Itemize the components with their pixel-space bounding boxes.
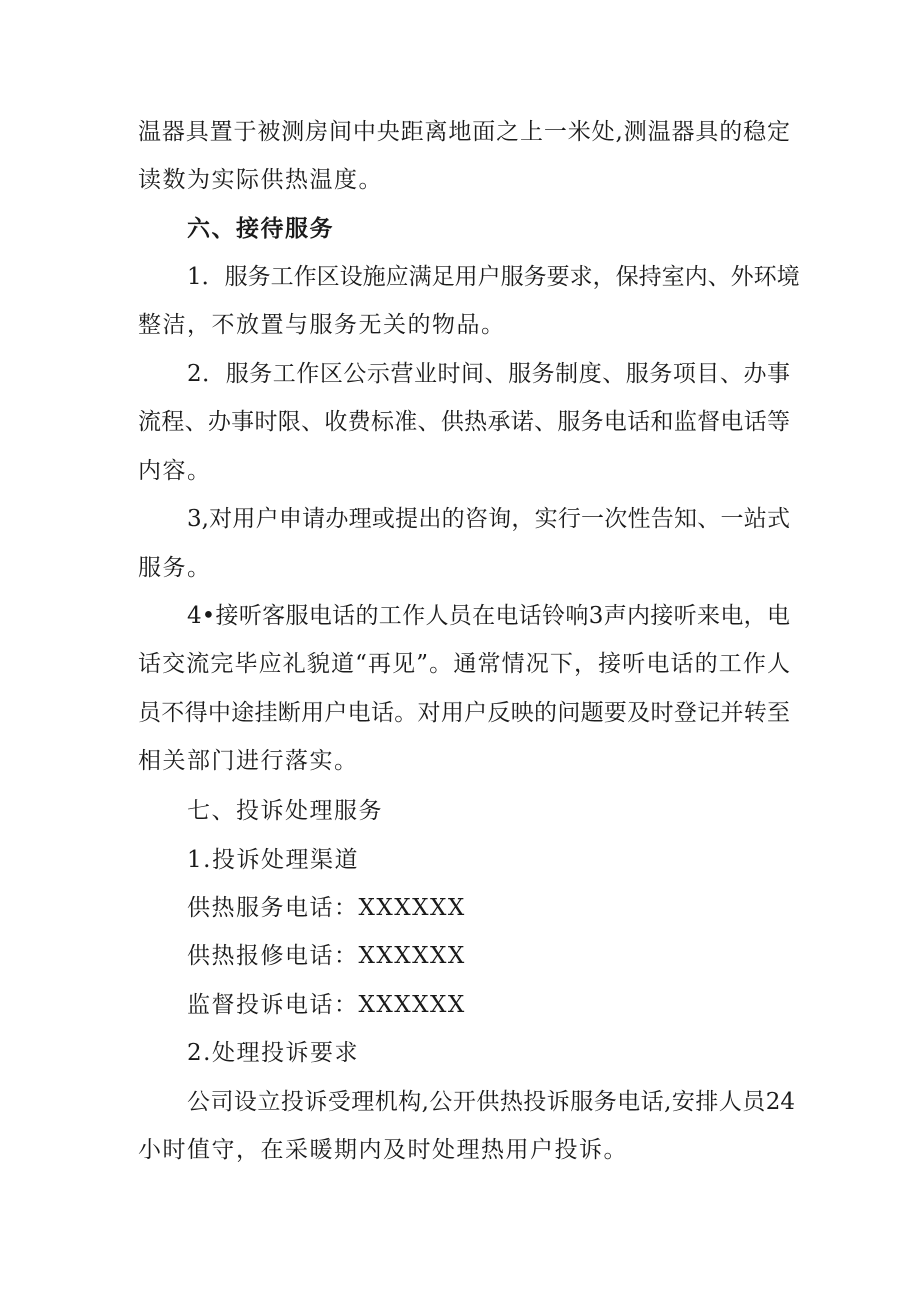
- paragraph-line: 公司设立投诉受理机构,公开供热投诉服务电话,安排人员24: [187, 1089, 795, 1115]
- paragraph-line: 3,对用户申请办理或提出的咨询，实行一次性告知、一站式: [187, 506, 790, 532]
- subsection-heading: 2.处理投诉要求: [187, 1040, 359, 1066]
- hotline-complaint: 监督投诉电话：XXXXXX: [187, 992, 466, 1018]
- paragraph-line: 相关部门进行落实。: [138, 748, 359, 774]
- paragraph-line: 流程、办事时限、收费标准、供热承诺、服务电话和监督电话等: [138, 409, 790, 435]
- paragraph-line: 4•接听客服电话的工作人员在电话铃响3声内接听来电，电: [187, 603, 790, 629]
- paragraph-line: 读数为实际供热温度。: [138, 167, 383, 193]
- hotline-service: 供热服务电话：XXXXXX: [187, 895, 466, 921]
- paragraph-line: 话交流完毕应礼貌道“再见”。通常情况下，接听电话的工作人: [138, 651, 790, 677]
- paragraph-line: 服务。: [138, 555, 212, 581]
- paragraph-line: 温器具置于被测房间中央距离地面之上一米处,测温器具的稳定: [138, 119, 790, 145]
- paragraph-line: 1．服务工作区设施应满足用户服务要求，保持室内、外环境: [187, 264, 800, 290]
- paragraph-line: 2．服务工作区公示营业时间、服务制度、服务项目、办事: [187, 361, 790, 387]
- subsection-heading: 1.投诉处理渠道: [187, 847, 359, 873]
- paragraph-line: 整洁，不放置与服务无关的物品。: [138, 312, 506, 338]
- section-heading: 七、投诉处理服务: [187, 798, 383, 824]
- paragraph-line: 内容。: [138, 458, 212, 484]
- paragraph-line: 小时值守，在采暖期内及时处理热用户投诉。: [138, 1137, 628, 1163]
- paragraph-line: 员不得中途挂断用户电话。对用户反映的问题要及时登记并转至: [138, 700, 790, 726]
- section-heading: 六、接待服务: [187, 215, 334, 242]
- hotline-repair: 供热报修电话：XXXXXX: [187, 943, 466, 969]
